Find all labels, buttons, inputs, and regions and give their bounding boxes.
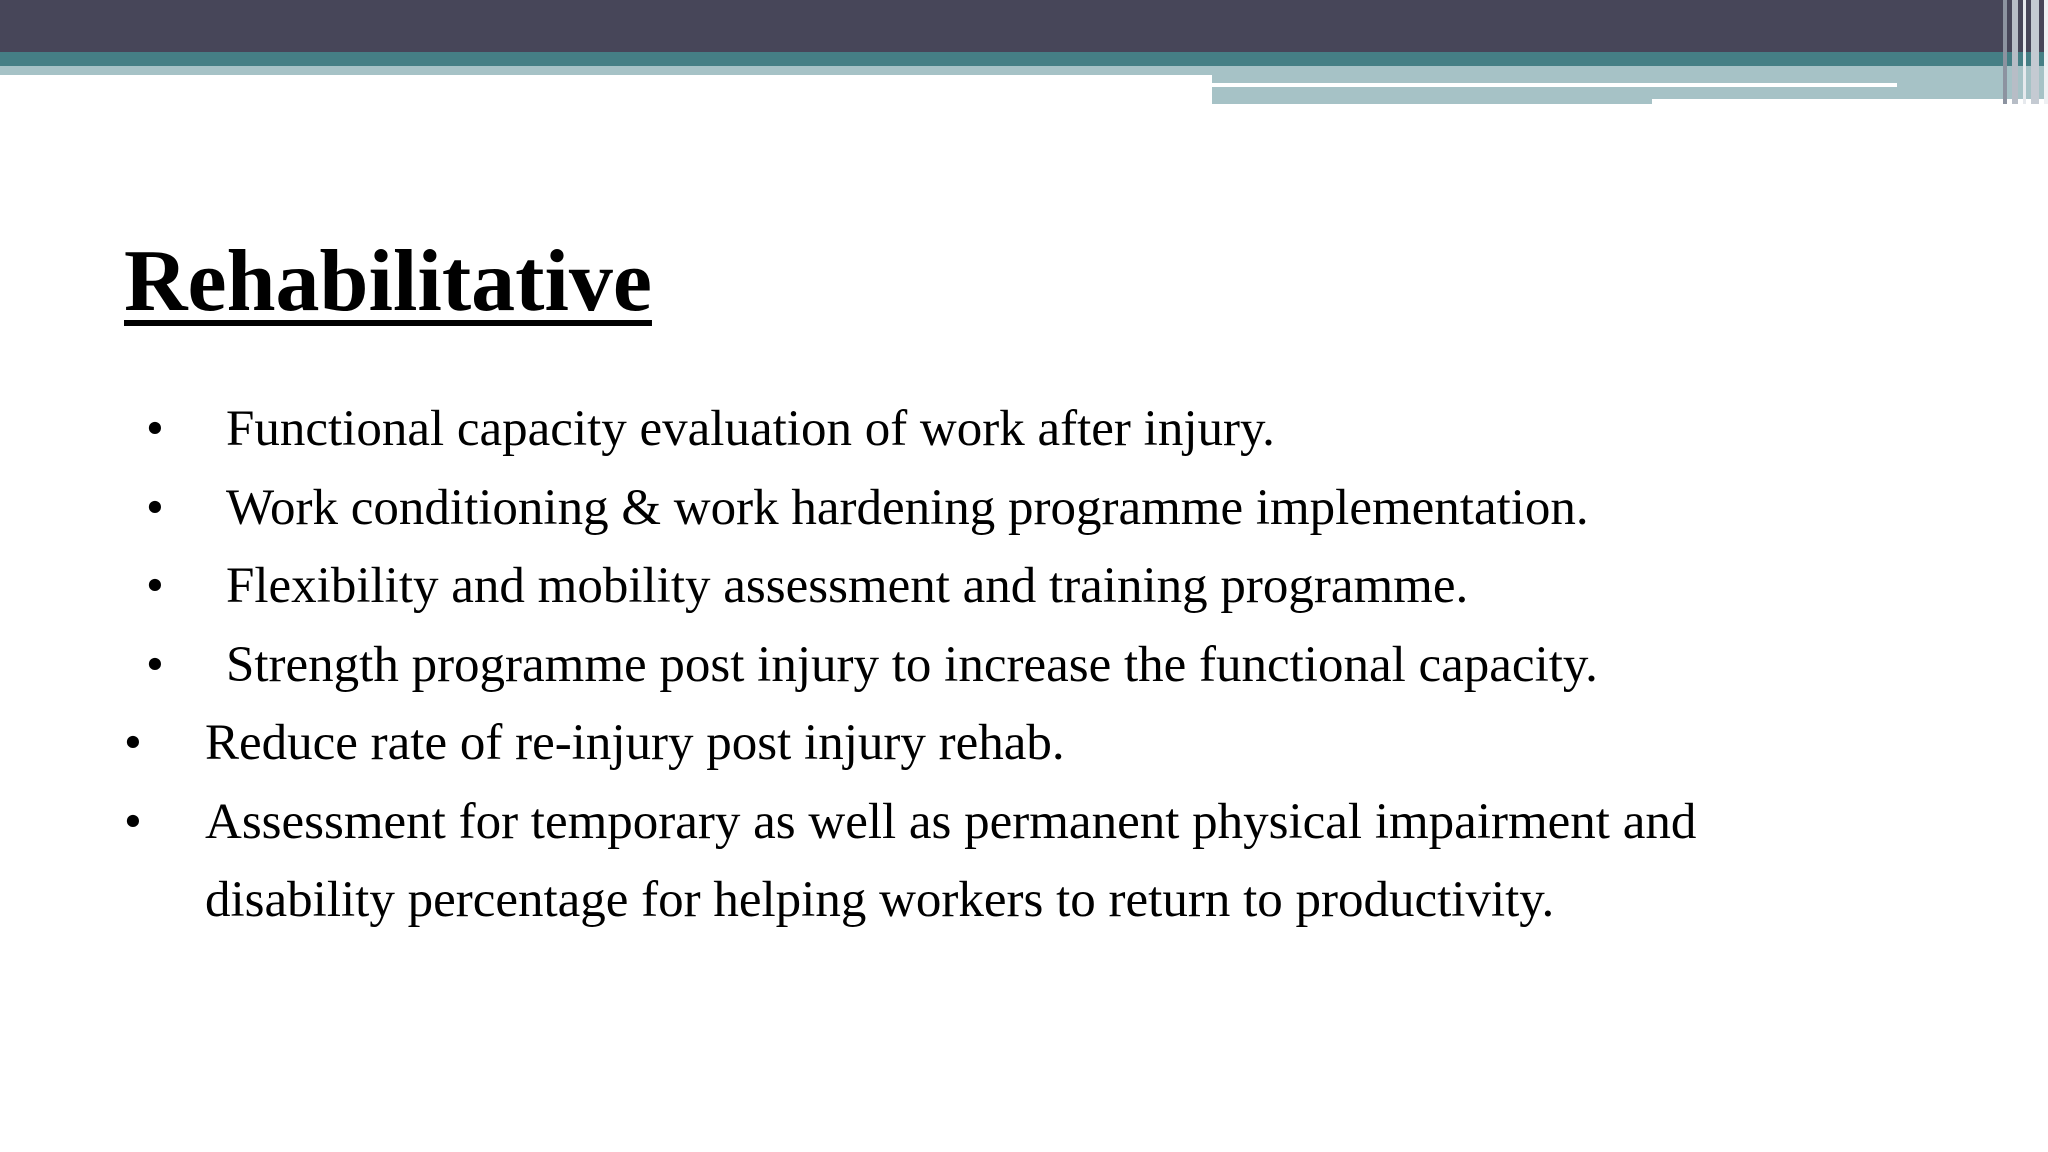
list-item	[0, 547, 1696, 626]
header-stripes	[1988, 0, 2048, 104]
bullet-marker: •	[146, 401, 164, 457]
list-item-text: Flexibility and mobility assessment and training programme.	[226, 558, 1469, 614]
list-item	[0, 469, 1696, 548]
list-item	[0, 390, 1696, 469]
list-item-text: Strength programme post injury to increase the functional capacity.	[226, 636, 1598, 693]
list-item-text: Work conditioning & work hardening programme implementation.	[226, 479, 1589, 536]
bullet-marker: •	[146, 479, 164, 536]
bullet-list	[0, 390, 1696, 940]
list-item	[0, 783, 1696, 940]
list-item-text: Functional capacity evaluation of work after injury.	[226, 401, 1275, 457]
list-item	[0, 704, 1696, 783]
header-bar-dark	[0, 0, 2048, 52]
header-accent-line	[1212, 83, 1897, 87]
bullet-marker: •	[124, 715, 142, 771]
bullet-marker: •	[146, 636, 164, 693]
header-bar-light-left	[0, 66, 1212, 75]
header-bar-teal	[0, 52, 2048, 66]
slide-title: Rehabilitative	[124, 233, 652, 330]
bullet-marker: •	[124, 793, 142, 850]
list-item-text: Assessment for temporary as well as permanent physical impairment and	[205, 793, 1697, 850]
list-item-continuation: disability percentage for helping workers to return to productivity.	[205, 872, 1555, 928]
bullet-marker: •	[146, 558, 164, 614]
list-item-text: Reduce rate of re-injury post injury rehab.	[205, 715, 1065, 771]
list-item	[0, 626, 1696, 705]
